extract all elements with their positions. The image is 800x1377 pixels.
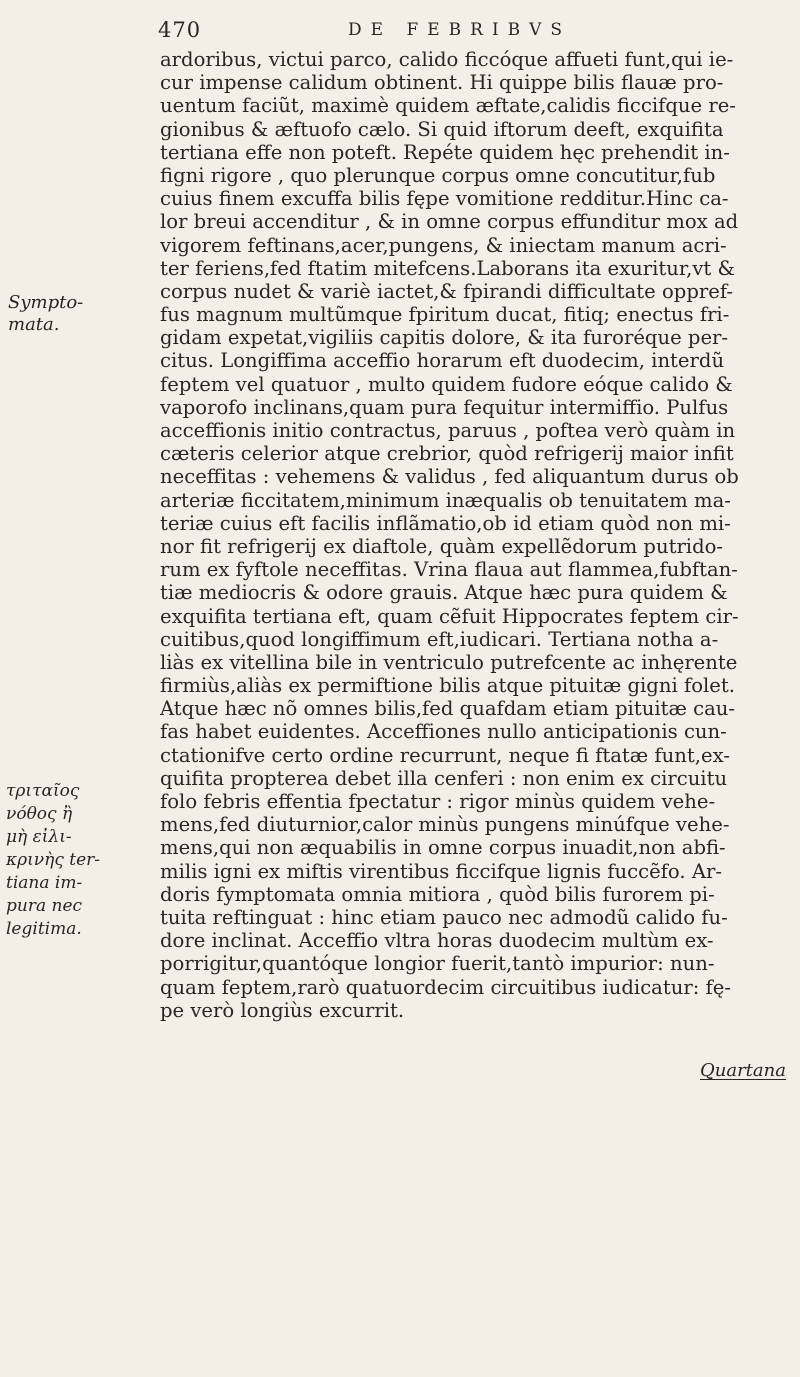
text-line: tiæ mediocris & odore grauis. Atque hæc pura quidem & xyxy=(160,581,728,605)
text-line: porrigitur,quantóque longior fuerit,tantò impurior: nun- xyxy=(160,952,715,976)
text-line: nor fit refrigerij ex diaftole, quàm expellẽdorum putrido- xyxy=(160,534,724,558)
text-line: tertiana effe non poteft. Repéte quidem hęc prehendit in- xyxy=(160,140,730,164)
text-line: mens,qui non æquabilis in omne corpus inuadit,non abfi- xyxy=(160,836,726,860)
margin-note-symptomata xyxy=(8,292,148,336)
text-line: lor breui accenditur , & in omne corpus effunditur mox ad xyxy=(160,210,739,234)
text-line: doris fymptomata omnia mitiora , quòd bilis furorem pi- xyxy=(160,882,715,906)
text-line: ctationifve certo ordine recurrunt, neque fi ftatæ funt,ex- xyxy=(160,743,730,767)
margin-note-line: legitima. xyxy=(6,919,82,939)
margin-note-line: κρινὴς ter- xyxy=(6,850,101,870)
text-line: cæteris celerior atque crebrior, quòd refrigerij maior infit xyxy=(160,442,734,466)
text-line: fus magnum multũmque fpiritum ducat, fitiq; enectus fri- xyxy=(160,303,730,327)
text-line: exquifita tertiana eft, quam cẽfuit Hippocrates feptem cir- xyxy=(160,604,739,628)
text-line: milis igni ex miftis virentibus ficcifque lignis fuccẽfo. Ar- xyxy=(160,859,722,883)
margin-note-line: τριταῖος xyxy=(6,781,80,801)
text-line: gionibus & æftuofo cælo. Si quid iftorum deeft, exquifita xyxy=(160,117,724,141)
text-line: ter feriens,fed ftatim mitefcens.Laborans ita exuritur,vt & xyxy=(160,256,735,280)
margin-note-line: pura nec xyxy=(6,896,83,916)
body-text xyxy=(160,48,760,1022)
page-header xyxy=(158,18,638,46)
text-line: folo febris effentia fpectatur : rigor minùs quidem vehe- xyxy=(160,790,716,813)
text-line: citus. Longiffima acceffio horarum eft duodecim, interdũ xyxy=(160,349,725,373)
text-line: ardoribus, victui parco, calido ficcóque affueti funt,qui ie- xyxy=(160,48,734,71)
text-line: dore inclinat. Acceffio vltra horas duodecim multùm ex- xyxy=(160,929,714,953)
running-head: DE FEBRIBVS xyxy=(348,20,572,40)
text-line: uentum faciũt, maximè quidem æftate,calidis ficcifque re- xyxy=(160,94,736,118)
text-line: teriæ cuius eft facilis inflãmatio,ob id etiam quòd non mi- xyxy=(160,511,731,535)
text-line: arteriæ ficcitatem,minimum inæqualis ob tenuitatem ma- xyxy=(160,488,731,512)
text-line: cuius finem excuffa bilis fępe vomitione redditur.Hinc ca- xyxy=(160,187,729,211)
margin-note-symptomata-text: Sympto- mata. xyxy=(8,292,84,335)
margin-note-line: μὴ εἰλι- xyxy=(6,827,72,847)
text-line: neceffitas : vehemens & validus , fed aliquantum durus ob xyxy=(160,465,739,489)
text-line: quam feptem,rarò quatuordecim circuitibus iudicatur: fę- xyxy=(160,975,732,999)
text-line: Atque hæc nõ omnes bilis,fed quafdam etiam pituitæ cau- xyxy=(160,697,736,721)
text-line: rum ex fyftole neceffitas. Vrina flaua aut flammea,fubftan- xyxy=(160,558,738,582)
catchword: Quartana xyxy=(700,1060,786,1081)
text-line: liàs ex vitellina bile in ventriculo putrefcente ac inhęrente xyxy=(160,650,738,674)
page-number: 470 xyxy=(158,18,202,42)
text-line: fas habet euidentes. Acceffiones nullo anticipationis cun- xyxy=(160,720,727,744)
text-line: feptem vel quatuor , multo quidem fudore eóque calido & xyxy=(160,372,733,396)
text-line: mens,fed diuturnior,calor minùs pungens minúfque vehe- xyxy=(160,813,730,837)
text-line: corpus nudet & variè iactet,& fpirandi difficultate oppref- xyxy=(160,279,733,303)
text-line: figni rigore , quo plerunque corpus omne concutitur,fub xyxy=(160,163,716,187)
margin-note-line: νόθος ἢ xyxy=(6,804,73,824)
text-line: cur impense calidum obtinent. Hi quippe bilis flauæ pro- xyxy=(160,71,724,95)
text-line: acceffionis initio contractus, paruus , poftea verò quàm in xyxy=(160,419,736,442)
margin-note-line: tiana im- xyxy=(6,873,83,893)
text-line: pe verò longiùs excurrit. xyxy=(160,998,405,1022)
text-line: firmiùs,aliàs ex permiftione bilis atque pituitæ gigni folet. xyxy=(160,674,735,698)
text-line: quifita propterea debet illa cenferi : non enim ex circuitu xyxy=(160,766,728,790)
margin-note-tertiana xyxy=(6,780,154,941)
text-line: vigorem feftinans,acer,pungens, & iniectam manum acri- xyxy=(160,233,727,257)
text-line: cuitibus,quod longiffimum eft,iudicari. Tertiana notha a- xyxy=(160,627,719,651)
text-line: gidam expetat,vigiliis capitis dolore, & ita furoréque per- xyxy=(160,326,729,350)
text-line: tuita reftinguat : hinc etiam pauco nec admodũ calido fu- xyxy=(160,905,728,929)
text-line: vaporofo inclinans,quam pura fequitur intermiffio. Pulfus xyxy=(160,395,729,419)
